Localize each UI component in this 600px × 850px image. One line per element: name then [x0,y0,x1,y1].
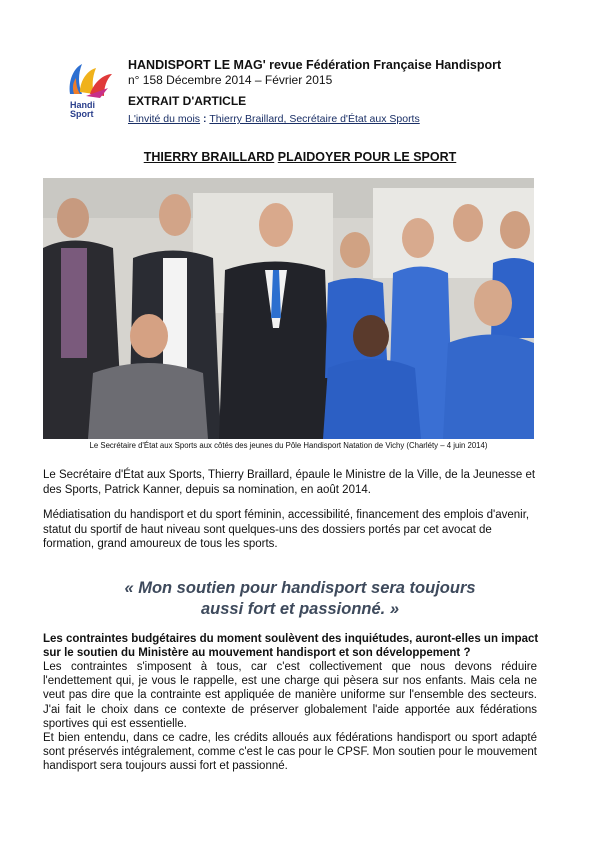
pull-quote [0,578,600,620]
guest-line [128,112,588,126]
paragraph-dossiers: Médiatisation du handisport et du sport féminin, accessibilité, financement des emplois d'avenir, statut du sportif de haut niveau sont quelques-uns des dossiers portés par cet avocat de formation, grand amoureux de tous les sports. [43,509,530,550]
group-photo-image [43,178,534,439]
paragraph-intro: Le Secrétaire d'État aux Sports, Thierry Braillard, épaule le Ministre de la Ville, de la Jeunesse et des Sports, Patrick Kanner, depuis sa nomination, en août 2014. [43,469,536,496]
interview-question: Les contraintes budgétaires du moment soulèvent des inquiétudes, auront-elles un impact sur le soutien du Ministère au mouvement handisport et son développement ? [43,633,539,659]
interview-answer [43,660,537,774]
answer-paragraph-1: Les contraintes s'imposent à tous, car c'est collectivement que nous devons réduire l'endettement qui, je vous le rappelle, est une charge qui pèsera sur nos enfants. Mais cela ne veut pas dire que la contrainte est appliquée de manière uniforme sur l'ensemble des secteurs. J'ai fait le choix dans ce contexte de préserver globalement l'aide apportée aux fédérations sportives qui est essentielle. [43,661,537,730]
article-title [0,150,600,164]
answer-paragraph-2: Et bien entendu, dans ce cadre, les crédits alloués aux fédérations handisport ou sport adapté sont préservés intégralement, comme c'est le cas pour le CPSF. Mon soutien pour le mouvement handisport sera toujours aussi fort et passionné. [43,732,537,773]
guest-subject-link[interactable]: Thierry Braillard, Secrétaire d'État aux Sports [209,113,420,125]
handisport-logo [64,58,116,128]
extract-label: EXTRAIT D'ARTICLE [128,94,247,108]
guest-label: L'invité du mois [128,113,201,125]
article-header [128,58,588,126]
group-photo [43,178,534,439]
issue-info: n° 158 Décembre 2014 – Février 2015 [128,73,333,87]
pull-quote-line1: « Mon soutien pour handisport sera toujours [124,579,476,597]
handisport-logo-icon [64,58,116,128]
photo-caption: Le Secrétaire d'État aux Sports aux côtés des jeunes du Pôle Handisport Natation de Vichy (Charléty – 4 juin 2014) [89,441,488,450]
guest-separator: : [200,113,210,125]
pull-quote-line2: aussi fort et passionné. » [200,600,400,618]
article-title-part2: PLAIDOYER POUR LE SPORT [277,150,457,164]
article-title-part1: THIERRY BRAILLARD [143,150,275,164]
logo-text-2: Sport [70,109,94,119]
logo-text-1: Handi [70,100,96,110]
magazine-title: HANDISPORT LE MAG' revue Fédération Française Handisport [128,58,502,72]
